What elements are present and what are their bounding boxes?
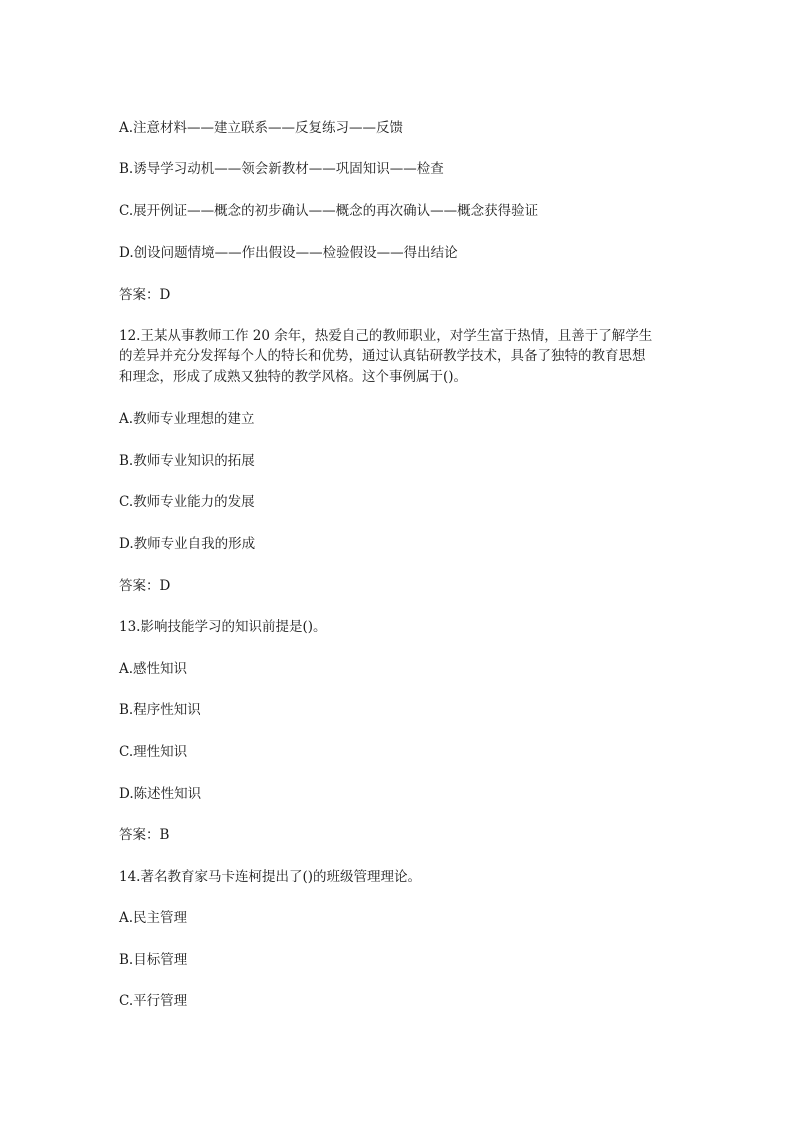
q14-option-a: A.民主管理: [119, 910, 188, 926]
q11-option-c: C.展开例证——概念的初步确认——概念的再次确认——概念获得验证: [119, 203, 539, 219]
q11-answer: 答案：D: [119, 287, 171, 303]
q13-option-b: B.程序性知识: [119, 702, 201, 718]
q13-option-a: A.感性知识: [119, 661, 188, 677]
q12-option-c: C.教师专业能力的发展: [119, 494, 255, 510]
q13-answer: 答案：B: [119, 827, 170, 843]
q14-option-b: B.目标管理: [119, 952, 188, 968]
q13-option-d: D.陈述性知识: [119, 786, 202, 802]
q12-question-line-2: 的差异并充分发挥每个人的特长和优势，通过认真钻研教学技术，具备了独特的教育思想: [119, 348, 646, 364]
q11-option-a: A.注意材料——建立联系——反复练习——反馈: [119, 120, 404, 136]
q13-question: 13.影响技能学习的知识前提是()。: [119, 619, 327, 635]
q12-question-line-3: 和理念，形成了成熟又独特的教学风格。这个事例属于()。: [119, 369, 468, 385]
q12-answer: 答案：D: [119, 578, 171, 594]
q13-option-c: C.理性知识: [119, 744, 188, 760]
q12-question-line-1: 12.王某从事教师工作 20 余年，热爱自己的教师职业，对学生富于热情，且善于了解学生: [119, 328, 653, 344]
q14-option-c: C.平行管理: [119, 993, 188, 1009]
q12-option-d: D.教师专业自我的形成: [119, 536, 256, 552]
q11-option-d: D.创设问题情境——作出假设——检验假设——得出结论: [119, 245, 458, 261]
q11-option-b: B.诱导学习动机——领会新教材——巩固知识——检查: [119, 161, 444, 177]
q12-option-a: A.教师专业理想的建立: [119, 411, 255, 427]
q14-question: 14.著名教育家马卡连柯提出了()的班级管理理论。: [119, 869, 422, 885]
q12-option-b: B.教师专业知识的拓展: [119, 453, 255, 469]
